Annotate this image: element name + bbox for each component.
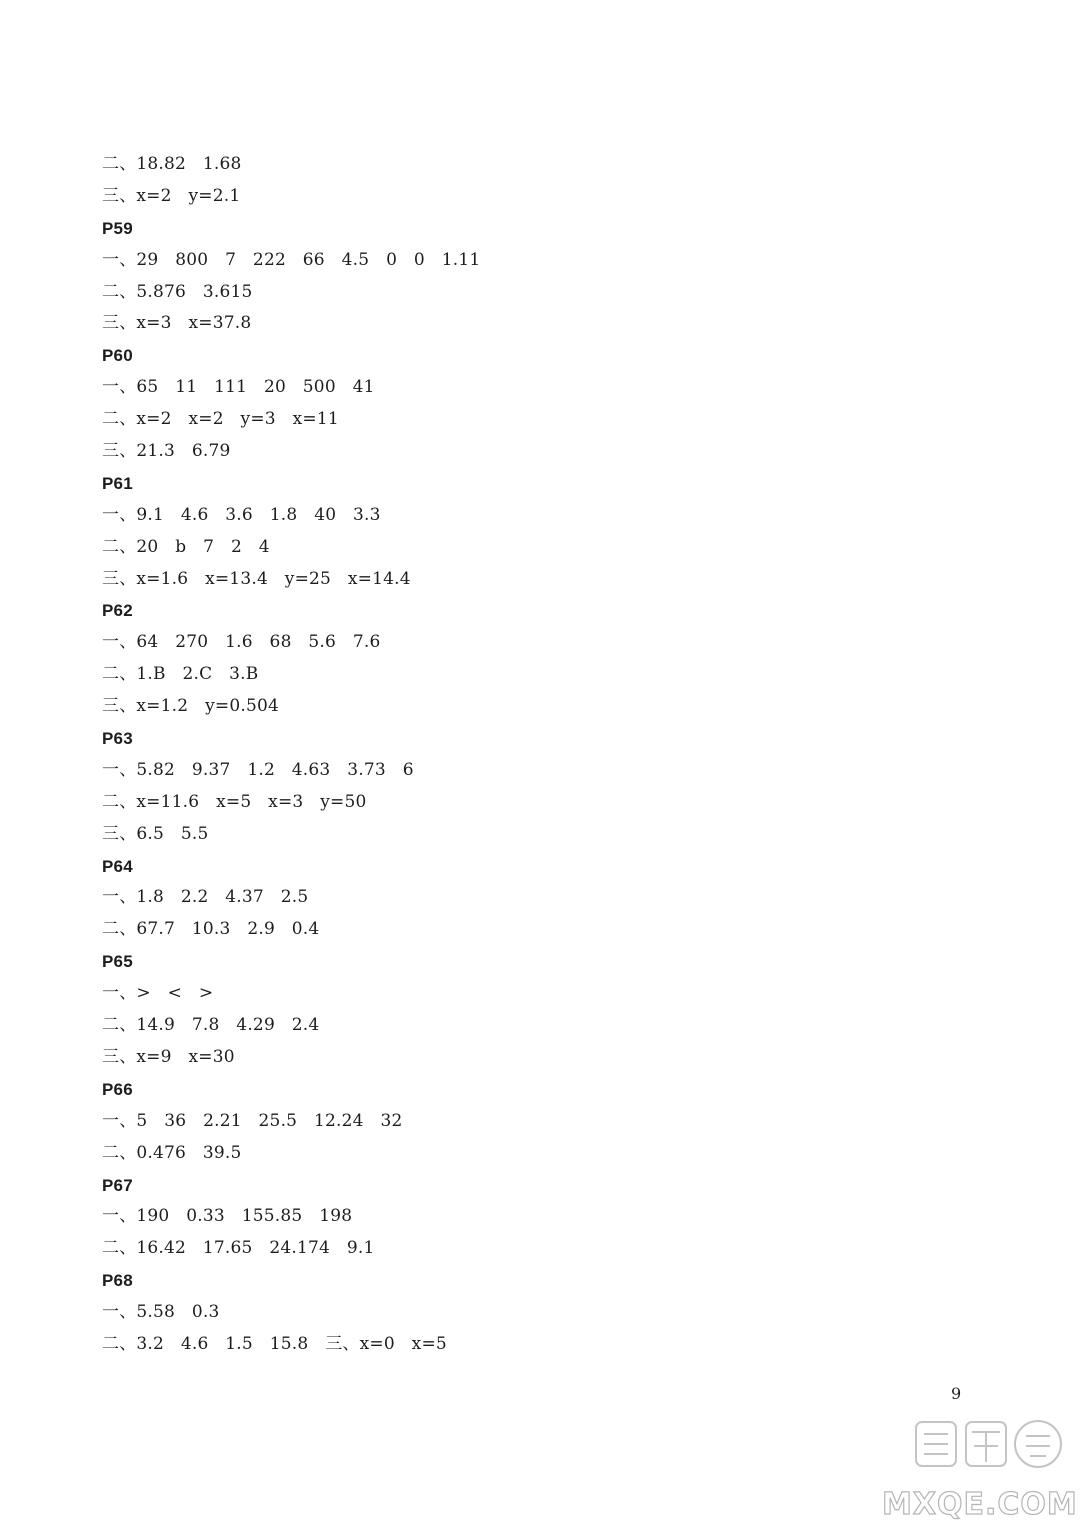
page-heading: P62 bbox=[102, 601, 133, 621]
answer-line: 一、5.58 0.3 bbox=[102, 1302, 220, 1323]
answer-line: 二、5.876 3.615 bbox=[102, 281, 253, 302]
answer-line: 二、67.7 10.3 2.9 0.4 bbox=[102, 919, 320, 940]
answer-line: 三、x=1.2 y=0.504 bbox=[102, 696, 279, 717]
page-heading: P67 bbox=[102, 1175, 133, 1195]
answer-line: 一、65 11 111 20 500 41 bbox=[102, 377, 375, 398]
answer-line: 一、64 270 1.6 68 5.6 7.6 bbox=[102, 632, 381, 653]
page-number: 9 bbox=[951, 1384, 962, 1403]
watermark-logo-icon bbox=[910, 1414, 1070, 1476]
watermark-text: MXQE.COM bbox=[882, 1487, 1078, 1522]
answer-line: 三、x=2 y=2.1 bbox=[102, 185, 241, 206]
page-heading: P66 bbox=[102, 1079, 133, 1099]
answer-line: 二、x=11.6 x=5 x=3 y=50 bbox=[102, 791, 367, 812]
page-heading: P59 bbox=[102, 218, 133, 238]
answer-line: 一、190 0.33 155.85 198 bbox=[102, 1206, 353, 1227]
answer-line: 二、14.9 7.8 4.29 2.4 bbox=[102, 1015, 320, 1036]
answer-line: 二、16.42 17.65 24.174 9.1 bbox=[102, 1238, 375, 1259]
answer-line: 三、x=9 x=30 bbox=[102, 1046, 235, 1067]
answer-line: 一、29 800 7 222 66 4.5 0 0 1.11 bbox=[102, 249, 481, 270]
answer-line: 三、21.3 6.79 bbox=[102, 441, 231, 462]
page-heading: P64 bbox=[102, 856, 133, 876]
page-heading: P61 bbox=[102, 473, 133, 493]
answer-line: 二、20 b 7 2 4 bbox=[102, 536, 270, 557]
answer-line: 一、> < > bbox=[102, 983, 214, 1004]
page-heading: P60 bbox=[102, 346, 133, 366]
answer-line: 二、0.476 39.5 bbox=[102, 1142, 242, 1163]
watermark bbox=[880, 1408, 1076, 1524]
answer-line: 二、3.2 4.6 1.5 15.8 三、x=0 x=5 bbox=[102, 1333, 447, 1354]
answer-line: 二、1.B 2.C 3.B bbox=[102, 664, 259, 685]
answer-line: 一、1.8 2.2 4.37 2.5 bbox=[102, 887, 309, 908]
answer-list bbox=[102, 149, 1002, 1361]
page-heading: P65 bbox=[102, 952, 133, 972]
answer-line: 三、x=3 x=37.8 bbox=[102, 313, 252, 334]
answer-line: 一、5.82 9.37 1.2 4.63 3.73 6 bbox=[102, 759, 414, 780]
answer-line: 二、x=2 x=2 y=3 x=11 bbox=[102, 409, 339, 430]
page-heading: P63 bbox=[102, 729, 133, 749]
answer-line: 一、9.1 4.6 3.6 1.8 40 3.3 bbox=[102, 504, 381, 525]
answer-line: 一、5 36 2.21 25.5 12.24 32 bbox=[102, 1110, 403, 1131]
answer-line: 二、18.82 1.68 bbox=[102, 154, 242, 174]
answer-line: 三、x=1.6 x=13.4 y=25 x=14.4 bbox=[102, 568, 411, 589]
answer-line: 三、6.5 5.5 bbox=[102, 823, 209, 844]
page-heading: P68 bbox=[102, 1271, 133, 1291]
